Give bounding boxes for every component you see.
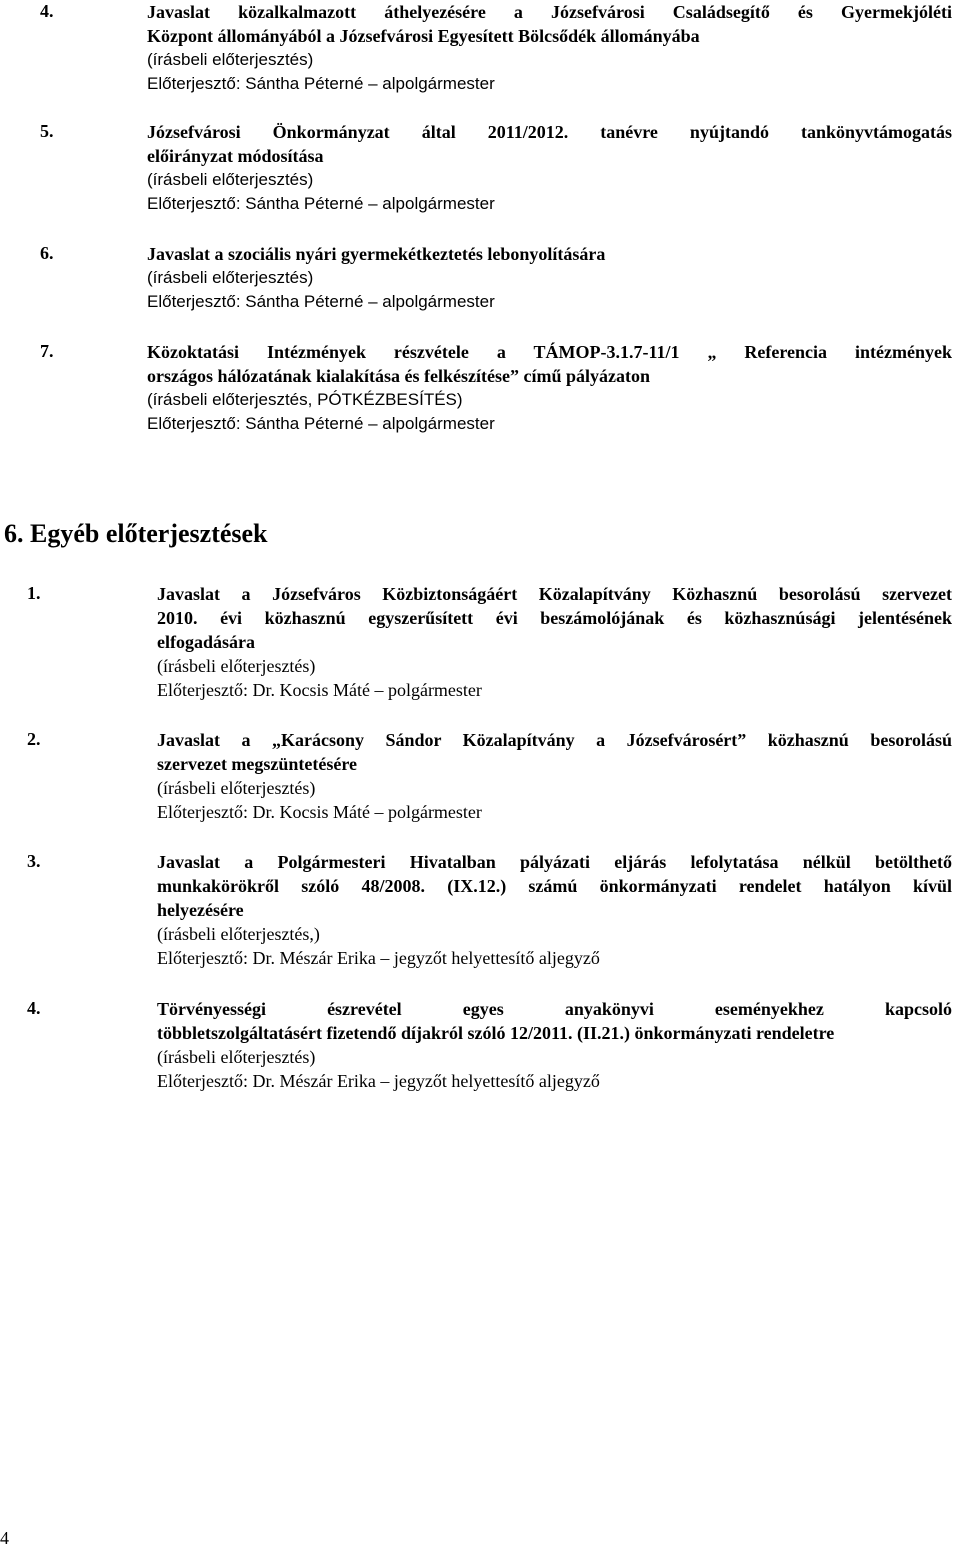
item-note: (írásbeli előterjesztés) <box>157 778 316 798</box>
section-heading: 6. Egyéb előterjesztések <box>4 519 268 548</box>
item-title-line: Közoktatási Intézmények részvétele a TÁMOP-3.1.7-11/1 „ Referencia intézmények <box>147 342 952 362</box>
item-note: (írásbeli előterjesztés) <box>157 1047 316 1067</box>
item-presenter: Előterjesztő: Sántha Péterné – alpolgármester <box>147 292 495 311</box>
item-number: 3. <box>27 851 41 871</box>
item-body <box>157 997 952 1093</box>
item-title-line: Javaslat a „Karácsony Sándor Közalapítvány a Józsefvárosért” közhasznú besorolású <box>157 730 952 750</box>
item-number: 4. <box>40 1 54 21</box>
item-body <box>147 0 952 96</box>
item-number: 7. <box>40 341 54 361</box>
item-presenter: Előterjesztő: Dr. Mészár Erika – jegyzőt helyettesítő aljegyző <box>157 1071 600 1091</box>
item-body <box>147 340 952 436</box>
item-title-line: Javaslat a szociális nyári gyermekétkeztetés lebonyolítására <box>147 244 606 264</box>
item-note: (írásbeli előterjesztés) <box>157 656 316 676</box>
item-presenter: Előterjesztő: Dr. Kocsis Máté – polgármester <box>157 802 482 822</box>
item-number: 4. <box>27 998 41 1018</box>
item-title-line: Józsefvárosi Önkormányzat által 2011/2012. tanévre nyújtandó tankönyvtámogatás <box>147 122 952 142</box>
item-title-line: Javaslat a Józsefváros Közbiztonságáért Közalapítvány Közhasznú besorolású szervezet <box>157 584 952 604</box>
item-title-line: Törvényességi észrevétel egyes anyakönyvi eseményekhez kapcsoló <box>157 999 952 1019</box>
item-note: (írásbeli előterjesztés) <box>147 268 314 287</box>
item-note: (írásbeli előterjesztés,) <box>157 924 320 944</box>
page-number: 4 <box>0 1528 9 1548</box>
item-title-line: elfogadására <box>157 632 255 652</box>
item-presenter: Előterjesztő: Sántha Péterné – alpolgármester <box>147 194 495 213</box>
item-number: 2. <box>27 729 41 749</box>
item-body <box>157 728 952 824</box>
item-note: (írásbeli előterjesztés, PÓTKÉZBESÍTÉS) <box>147 390 463 409</box>
item-title-line: Javaslat a Polgármesteri Hivatalban pályázati eljárás lefolytatása nélkül betölthető <box>157 852 952 872</box>
item-title-line: Központ állományából a Józsefvárosi Egyesített Bölcsődék állományába <box>147 26 700 46</box>
item-number: 1. <box>27 583 41 603</box>
item-title-line: munkakörökről szóló 48/2008. (IX.12.) számú önkormányzati rendelet hatályon kívül <box>157 876 952 896</box>
item-body <box>157 850 952 970</box>
item-title-line: országos hálózatának kialakítása és felkészítése” című pályázaton <box>147 366 650 386</box>
item-title-line: előirányzat módosítása <box>147 146 324 166</box>
item-note: (írásbeli előterjesztés) <box>147 170 314 189</box>
item-number: 6. <box>40 243 54 263</box>
item-title-line: többletszolgáltatásért fizetendő díjakról szóló 12/2011. (II.21.) önkormányzati rendeletre <box>157 1023 835 1043</box>
item-body <box>157 582 952 702</box>
item-presenter: Előterjesztő: Dr. Kocsis Máté – polgármester <box>157 680 482 700</box>
item-title-line: helyezésére <box>157 900 244 920</box>
item-presenter: Előterjesztő: Sántha Péterné – alpolgármester <box>147 414 495 433</box>
item-body <box>147 242 952 314</box>
item-title-line: szervezet megszüntetésére <box>157 754 358 774</box>
item-title-line: Javaslat közalkalmazott áthelyezésére a Józsefvárosi Családsegítő és Gyermekjóléti <box>147 2 952 22</box>
item-presenter: Előterjesztő: Sántha Péterné – alpolgármester <box>147 74 495 93</box>
item-body <box>147 120 952 216</box>
item-number: 5. <box>40 121 54 141</box>
item-presenter: Előterjesztő: Dr. Mészár Erika – jegyzőt helyettesítő aljegyző <box>157 948 600 968</box>
item-title-line: 2010. évi közhasznú egyszerűsített évi beszámolójának és közhasznúsági jelentésének <box>157 608 952 628</box>
item-note: (írásbeli előterjesztés) <box>147 50 314 69</box>
